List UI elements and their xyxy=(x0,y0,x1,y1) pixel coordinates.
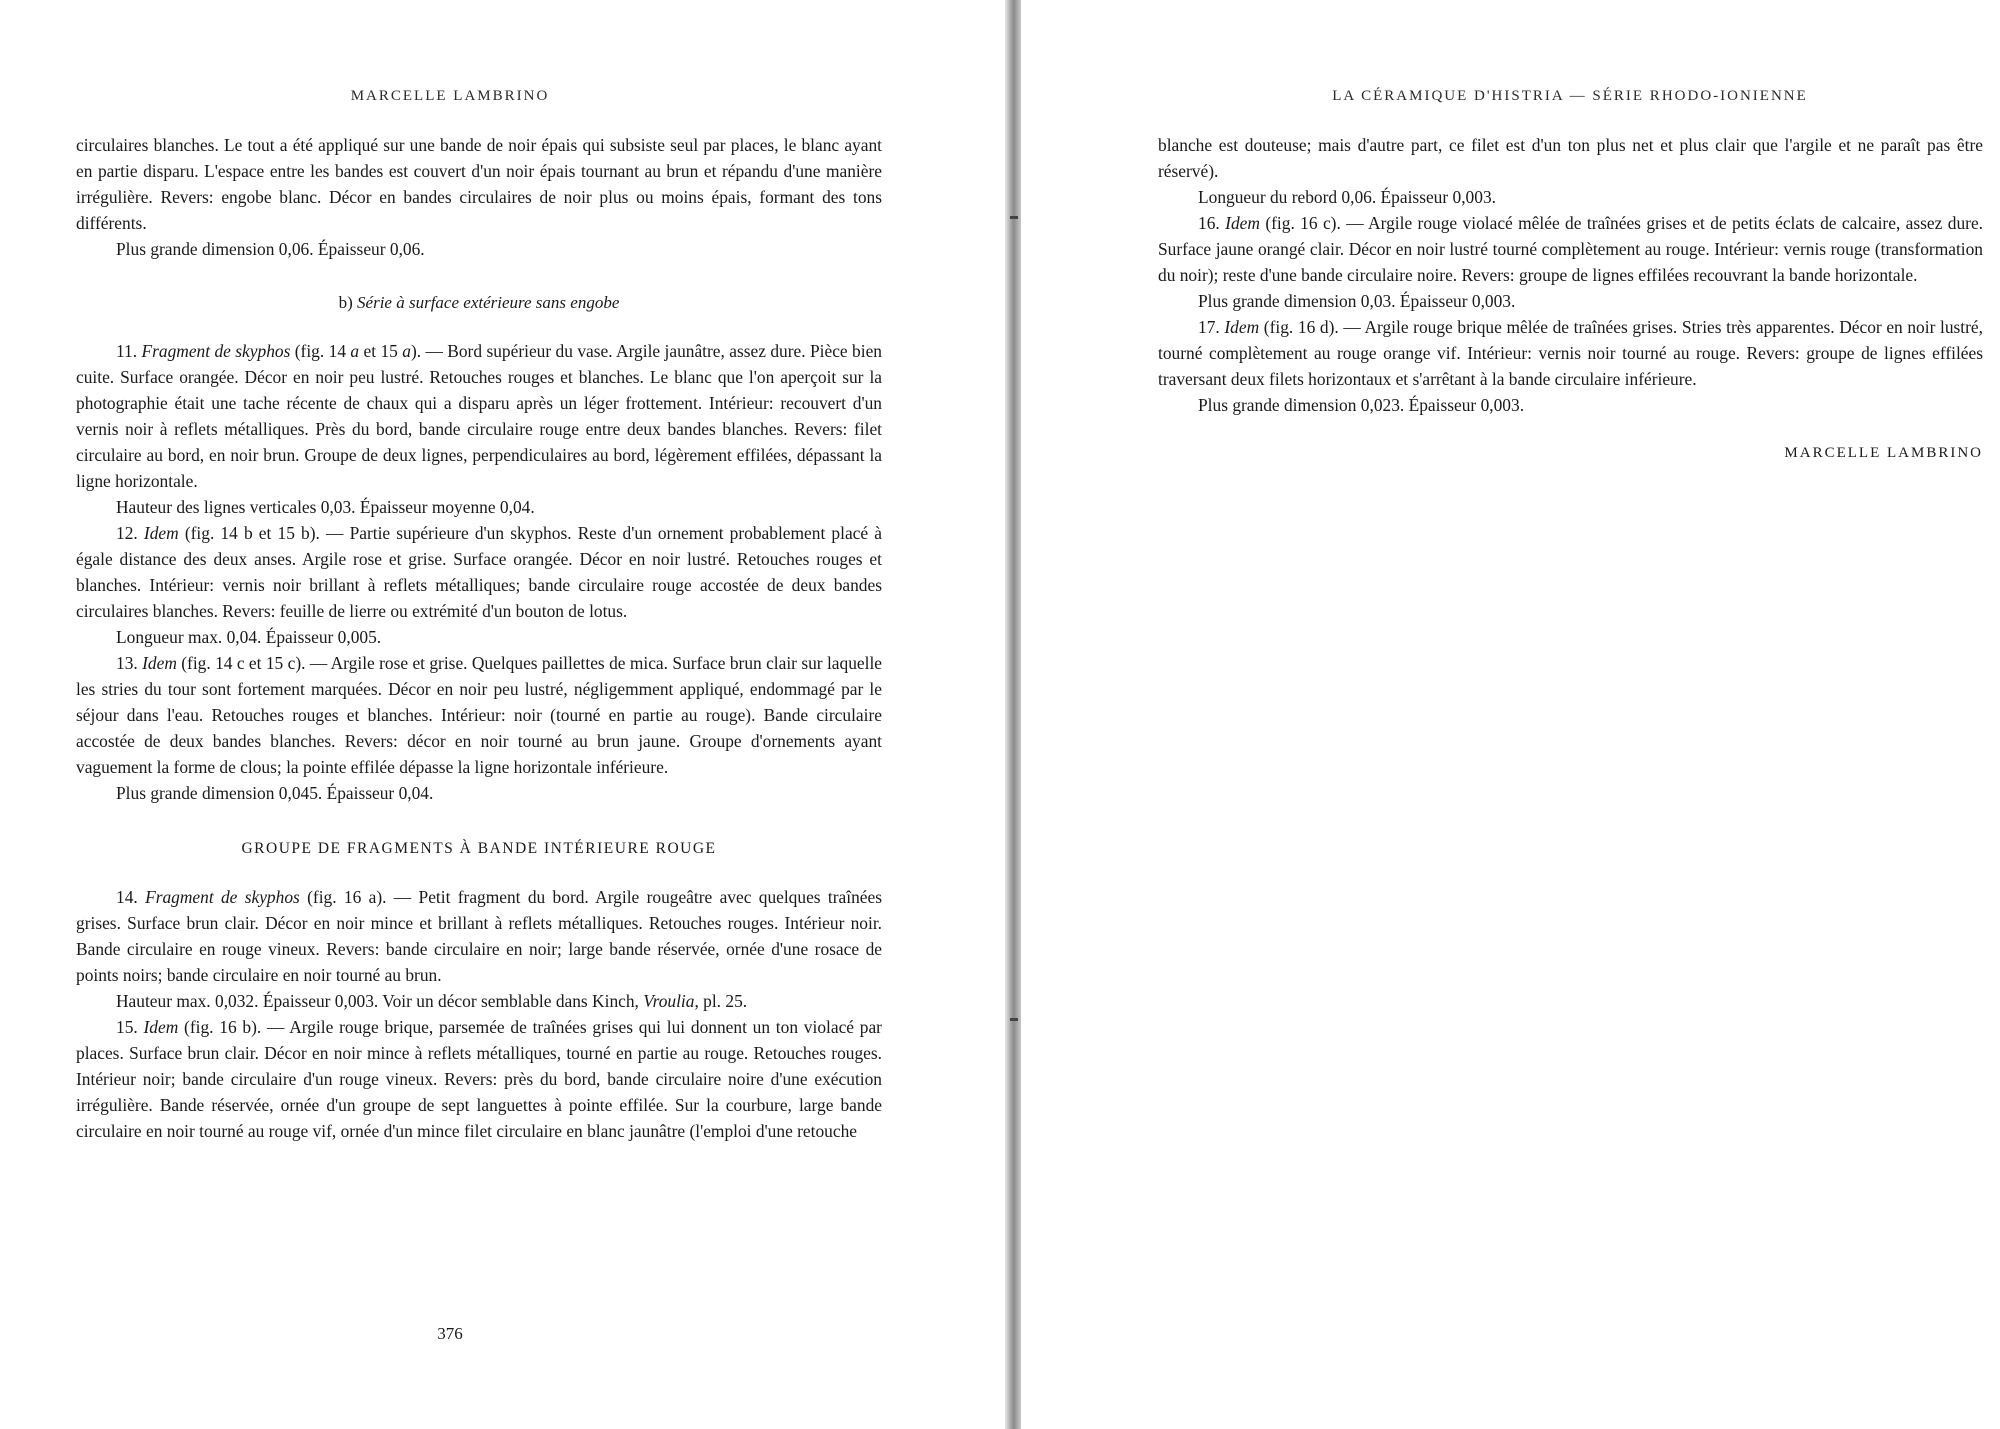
entry-12 xyxy=(76,520,882,624)
figure-ref: (fig. 14 c et 15 c). — xyxy=(181,653,331,673)
dimensions-line: Plus grande dimension 0,03. Épaisseur 0,003. xyxy=(1198,291,1516,311)
figure-ref: (fig. 16 d). — xyxy=(1263,317,1365,337)
entry-number: 13. xyxy=(116,653,138,673)
running-head-right: LA CÉRAMIQUE D'HISTRIA — SÉRIE RHODO-IONIENNE xyxy=(1332,88,1808,104)
subsection-heading xyxy=(76,290,882,316)
entry-title: Fragment de skyphos xyxy=(141,341,291,361)
entry-17 xyxy=(1158,314,1983,392)
dimensions-line xyxy=(76,988,882,1014)
entry-14 xyxy=(76,884,882,988)
binding-mark xyxy=(1010,216,1018,219)
figure-ref: (fig. 16 c). — xyxy=(1265,213,1369,233)
entry-16 xyxy=(1158,210,1983,288)
author-signature: MARCELLE LAMBRINO xyxy=(1784,445,1983,461)
dimensions-text: Hauteur max. 0,032. Épaisseur 0,003. Voir un décor semblable dans Kinch, xyxy=(116,991,644,1011)
binding-mark xyxy=(1010,1018,1018,1021)
entry-11 xyxy=(76,338,882,494)
entry-number: 11. xyxy=(116,341,138,361)
subsection-title: Série à surface extérieure sans engobe xyxy=(357,293,620,312)
entry-number: 16. xyxy=(1198,213,1220,233)
section-heading: GROUPE DE FRAGMENTS À BANDE INTÉRIEURE ROUGE xyxy=(241,840,717,857)
figure-ref: (fig. 16 a). — xyxy=(307,887,419,907)
entry-text: Argile rouge brique mêlée de traînées grises. Stries très apparentes. Décor en noir lustré, tourné complètement au rouge orange vif. Intérieur: vernis noir tourné au rouge. Revers: groupe de lignes effilées traversant deux filets horizontaux et s'arrêtant à la bande circulaire inférieure. xyxy=(1158,317,1983,389)
paragraph-continuation: blanche est douteuse; mais d'autre part, ce filet est d'un ton plus net et plus clair que l'argile et ne paraît pas être réservé). xyxy=(1158,135,1983,181)
left-text-column xyxy=(76,132,882,1144)
entry-text: Partie supérieure d'un skyphos. Reste d'un ornement probablement placé à égale distance des deux anses. Argile rose et grise. Surface orangée. Décor en noir lustré. Retouches rouges et blanches. Intérieur: vernis noir brillant à reflets métalliques; bande circulaire rouge accostée de deux bandes circulaires blanches. Revers: feuille de lierre ou extrémité d'un bouton de lotus. xyxy=(76,523,882,621)
entry-title: Idem xyxy=(142,653,177,673)
entry-number: 15. xyxy=(116,1017,138,1037)
dimensions-line: Plus grande dimension 0,045. Épaisseur 0,04. xyxy=(116,783,434,803)
figure-ref: et 15 xyxy=(359,341,403,361)
entry-title: Fragment de skyphos xyxy=(145,887,300,907)
figure-ref: (fig. 14 xyxy=(294,341,351,361)
entry-13 xyxy=(76,650,882,780)
dimensions-line: Longueur max. 0,04. Épaisseur 0,005. xyxy=(116,627,382,647)
entry-15 xyxy=(76,1014,882,1144)
dimensions-line: Plus grande dimension 0,023. Épaisseur 0,003. xyxy=(1198,395,1525,415)
subsection-prefix: b) xyxy=(338,293,358,312)
paragraph-continuation: circulaires blanches. Le tout a été appliqué sur une bande de noir épais qui subsiste seul par places, le blanc ayant en partie disparu. L'espace entre les bandes est couvert d'un noir épais tournant au brun et répandu d'une manière irrégulière. Revers: engobe blanc. Décor en bandes circulaires de noir plus ou moins épais, formant des tons différents. xyxy=(76,135,882,233)
figure-ref: (fig. 16 b). — xyxy=(184,1017,290,1037)
entry-text: Bord supérieur du vase. Argile jaunâtre, assez dure. Pièce bien cuite. Surface orangée. Décor en noir peu lustré. Retouches rouges et blanches. Le blanc que l'on aperçoit sur la photographie était une tache récente de chaux qui a disparu après un léger frottement. Intérieur: recouvert d'un vernis noir à reflets métalliques. Près du bord, bande circulaire rouge entre deux bandes blanches. Revers: filet circulaire au bord, en noir brun. Groupe de deux lignes, perpendiculaires au bord, légèrement effilées, dépassant la ligne horizontale. xyxy=(76,341,882,491)
figure-ref: ). — xyxy=(410,341,448,361)
entry-number: 14. xyxy=(116,887,138,907)
figure-ref: (fig. 14 b et 15 b). — xyxy=(184,523,350,543)
figure-ref-letter: a xyxy=(402,341,411,361)
page-number: 376 xyxy=(437,1324,463,1343)
figure-ref-letter: a xyxy=(350,341,360,361)
entry-number: 17. xyxy=(1198,317,1220,337)
entry-text: Argile rouge brique, parsemée de traînées grises qui lui donnent un ton violacé par places. Surface brun clair. Décor en noir mince à reflets métalliques, tourné en partie au rouge. Retouches rouges. Intérieur noir; bande circulaire d'un rouge vineux. Revers: près du bord, bande circulaire noire d'une exécution irrégulière. Bande réservée, ornée d'un groupe de sept languettes à pointe effilée. Sur la courbure, large bande circulaire en noir tourné au rouge vif, ornée d'un mince filet circulaire en blanc jaunâtre (l'emploi d'une retouche xyxy=(76,1017,882,1141)
entry-text: Argile rouge violacé mêlée de traînées grises et de petits éclats de calcaire, assez dure. Surface jaune orangé clair. Décor en noir lustré tourné complètement au rouge. Intérieur: vernis rouge (transformation du noir); reste d'une bande circulaire noire. Revers: groupe de lignes effilées recouvrant la bande horizontale. xyxy=(1158,213,1984,285)
reference-title: Vroulia xyxy=(643,991,695,1011)
entry-title: Idem xyxy=(143,523,179,543)
entry-number: 12. xyxy=(116,523,138,543)
entry-title: Idem xyxy=(143,1017,179,1037)
book-gutter xyxy=(1005,0,1021,1429)
dimensions-text: , pl. 25. xyxy=(694,991,748,1011)
running-head-left: MARCELLE LAMBRINO xyxy=(350,88,550,104)
entry-text: Petit fragment du bord. Argile rougeâtre avec quelques traînées grises. Surface brun clair. Décor en noir mince et brillant à reflets métalliques. Retouches rouges. Intérieur noir. Bande circulaire en rouge vineux. Revers: bande circulaire en noir; large bande réservée, ornée d'une rosace de points noirs; bande circulaire en noir tourné au brun. xyxy=(76,887,882,985)
entry-title: Idem xyxy=(1225,213,1260,233)
right-page xyxy=(1020,0,2000,1429)
right-text-column xyxy=(1158,132,1983,466)
dimensions-line: Plus grande dimension 0,06. Épaisseur 0,06. xyxy=(116,239,425,259)
dimensions-line: Hauteur des lignes verticales 0,03. Épaisseur moyenne 0,04. xyxy=(116,497,535,517)
entry-title: Idem xyxy=(1224,317,1260,337)
entry-text: Argile rose et grise. Quelques paillettes de mica. Surface brun clair sur laquelle les stries du tour sont fortement marquées. Décor en noir peu lustré, négligemment appliqué, endommagé par le séjour dans l'eau. Retouches rouges et blanches. Intérieur: noir (tourné en partie au rouge). Bande circulaire accostée de deux bandes blanches. Revers: décor en noir tourné au brun jaune. Groupe d'ornements ayant vaguement la forme de clous; la pointe effilée dépasse la ligne horizontale inférieure. xyxy=(76,653,882,777)
dimensions-line: Longueur du rebord 0,06. Épaisseur 0,003. xyxy=(1198,187,1496,207)
